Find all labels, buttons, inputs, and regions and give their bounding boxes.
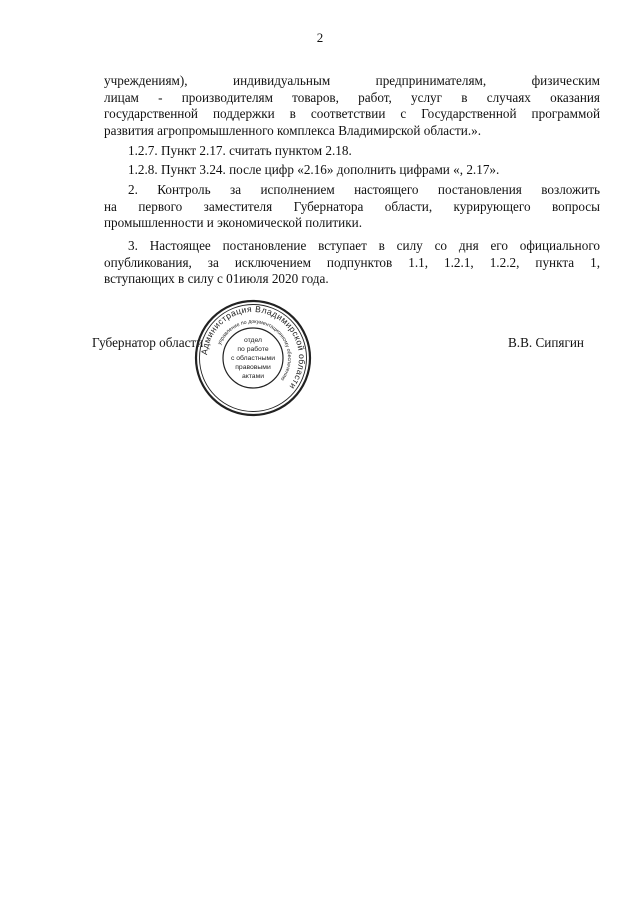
paragraph-line: 2. Контроль за исполнением настоящего постановления возложить bbox=[128, 182, 600, 198]
paragraph-1-2-7: 1.2.7. Пункт 2.17. считать пунктом 2.18. bbox=[128, 142, 352, 158]
paragraph-line: развития агропромышленного комплекса Владимирской области.». bbox=[104, 122, 482, 138]
signature-position: Губернатор области bbox=[92, 335, 204, 350]
paragraph-1-2-8: 1.2.8. Пункт 3.24. после цифр «2.16» дополнить цифрами «, 2.17». bbox=[128, 162, 500, 178]
signature-name: В.В. Сипягин bbox=[508, 335, 584, 350]
stamp-outer-text: Администрация Владимирской области bbox=[199, 303, 308, 392]
stamp-center-line: актами bbox=[241, 373, 265, 380]
paragraph-line: 3. Настоящее постановление вступает в силу со дня его официального bbox=[128, 237, 600, 253]
paragraph-line: учреждениям), индивидуальным предпринимателям, физическим bbox=[104, 73, 600, 88]
stamp-center-line: с областными bbox=[230, 355, 276, 362]
paragraph-line: промышленности и экономической политики. bbox=[104, 215, 362, 231]
stamp-center-line: по работе bbox=[237, 346, 269, 353]
stamp-inner-ring-text: управление по документационному обеспечению bbox=[216, 318, 293, 382]
page-number: 2 bbox=[316, 30, 324, 45]
paragraph-line: опубликования, за исключением подпунктов 1.1, 1.2.1, 1.2.2, пункта 1, bbox=[104, 254, 600, 270]
paragraph-line: лицам - производителям товаров, работ, услуг в случаях оказания bbox=[104, 89, 600, 105]
paragraph-line: вступающих в силу с 01июля 2020 года. bbox=[104, 271, 329, 287]
official-stamp bbox=[193, 298, 313, 418]
stamp-icon bbox=[193, 298, 313, 418]
document-body bbox=[104, 73, 600, 288]
paragraph-line: на первого заместителя Губернатора области, курирующего вопросы bbox=[104, 198, 600, 214]
paragraph-line: государственной поддержки в соответствии с Государственной программой bbox=[104, 106, 600, 122]
stamp-center-line: правовыми bbox=[235, 364, 271, 371]
stamp-center-line: отдел bbox=[243, 337, 263, 344]
